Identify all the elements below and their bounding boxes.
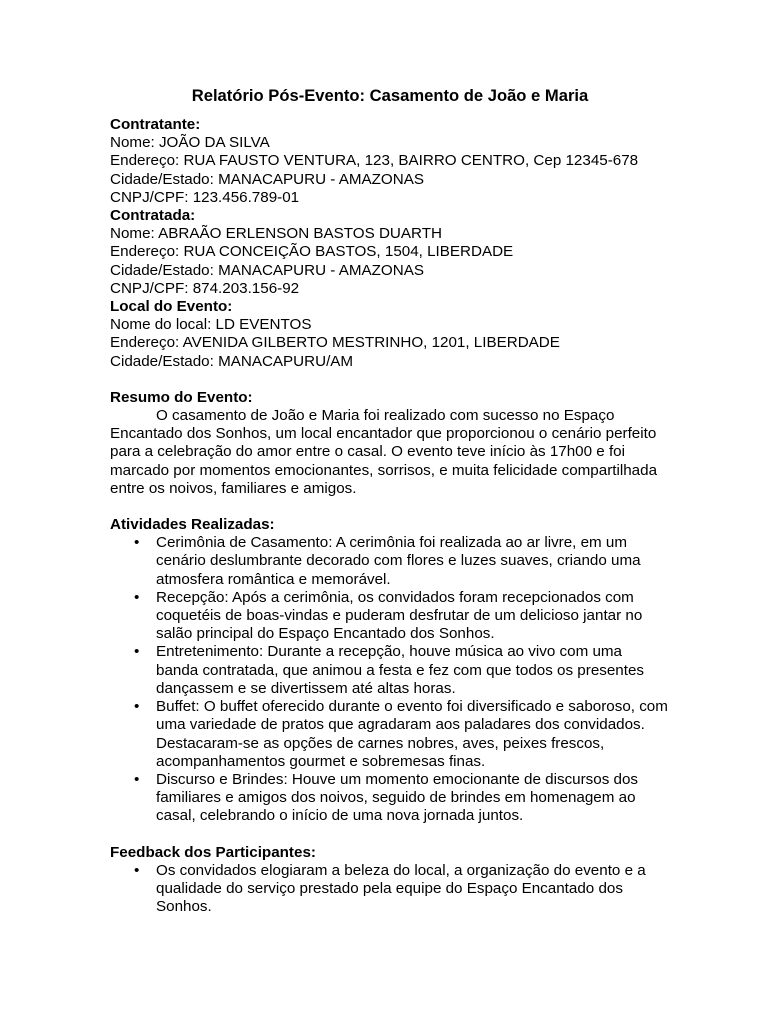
atividades-section [110,516,670,825]
local-endereco: Endereço: AVENIDA GILBERTO MESTRINHO, 1201, LIBERDADE [110,334,560,352]
section-spacer [110,498,670,516]
list-item [110,771,668,826]
bullet-icon: • [134,770,140,788]
contratante-heading: Contratante: [110,116,201,133]
document-content [110,86,670,916]
list-item [110,589,668,644]
list-item-text: Recepção: Após a cerimônia, os convidados foram recepcionados com coquetéis de boas-vindas e puderam desfrutar de um delicioso jantar no salão principal do Espaço Encantado dos Sonhos. [156,588,643,643]
bullet-icon: • [134,643,140,661]
contratada-heading: Contratada: [110,207,196,225]
contratada-nome: Nome: ABRAÃO ERLENSON BASTOS DUARTH [110,225,442,243]
list-item-text: Os convidados elogiaram a beleza do local, a organização do evento e a qualidade do serviço prestado pela equipe do Espaço Encantado dos Sonhos. [156,861,646,916]
contratada-cidade: Cidade/Estado: MANACAPURU - AMAZONAS [110,261,424,279]
atividades-list [110,534,670,825]
feedback-heading: Feedback dos Participantes: [110,843,316,861]
list-item [110,643,668,698]
feedback-section [110,844,670,917]
contratante-section [110,116,670,207]
contratante-cnpj: CNPJ/CPF: 123.456.789-01 [110,188,300,206]
contratante-nome: Nome: JOÃO DA SILVA [110,134,270,152]
bullet-icon: • [134,861,140,879]
resumo-section [110,389,670,498]
section-spacer [110,826,670,844]
section-spacer [110,371,670,389]
local-cidade: Cidade/Estado: MANACAPURU/AM [110,352,354,370]
list-item [110,862,668,917]
list-item-text: Cerimônia de Casamento: A cerimônia foi realizada ao ar livre, em um cenário deslumbrante decorado com flores e luzes suaves, criando uma atmosfera romântica e memorável. [156,534,641,588]
local-nome: Nome do local: LD EVENTOS [110,316,312,334]
list-item [110,698,668,771]
bullet-icon: • [134,698,140,716]
contratada-cnpj: CNPJ/CPF: 874.203.156-92 [110,279,300,297]
list-item-text: Entretenimento: Durante a recepção, houve música ao vivo com uma banda contratada, que animou a festa e fez com que todos os presentes dançassem e se divertissem até altas horas. [156,643,645,697]
document-title: Relatório Pós-Evento: Casamento de João e Maria [191,86,589,105]
bullet-icon: • [134,588,140,606]
local-section [110,298,670,371]
list-item-text: Buffet: O buffet oferecido durante o evento foi diversificado e saboroso, com uma variedade de pratos que agradaram aos paladares dos convidados. Destacaram-se as opções de carnes nobres, aves, peixes frescos, acompanhamentos gourmet e sobremesas finas. [156,698,668,770]
list-item-text: Discurso e Brindes: Houve um momento emocionante de discursos dos familiares e amigos dos noivos, seguido de brindes em homenagem ao casal, celebrando o início de uma nova jornada juntos. [156,770,639,825]
contratante-endereco: Endereço: RUA FAUSTO VENTURA, 123, BAIRRO CENTRO, Cep 12345-678 [110,152,639,170]
bullet-icon: • [134,534,140,552]
resumo-heading: Resumo do Evento: [110,388,253,406]
feedback-list [110,862,670,917]
contratante-cidade: Cidade/Estado: MANACAPURU - AMAZONAS [110,170,424,188]
atividades-heading: Atividades Realizadas: [110,516,275,534]
resumo-paragraph: O casamento de João e Maria foi realizado com sucesso no Espaço Encantado dos Sonhos, um local encantador que proporcionou o cenário perfeito para a celebração do amor entre o casal. O evento teve início às 17h00 e foi marcado por momentos emocionantes, sorrisos, e muita felicidade compartilhada entre os noivos, familiares e amigos. [110,407,658,497]
list-item [110,534,668,589]
local-heading: Local do Evento: [110,298,233,316]
contratada-endereco: Endereço: RUA CONCEIÇÃO BASTOS, 1504, LIBERDADE [110,243,514,261]
contratada-section [110,207,670,298]
